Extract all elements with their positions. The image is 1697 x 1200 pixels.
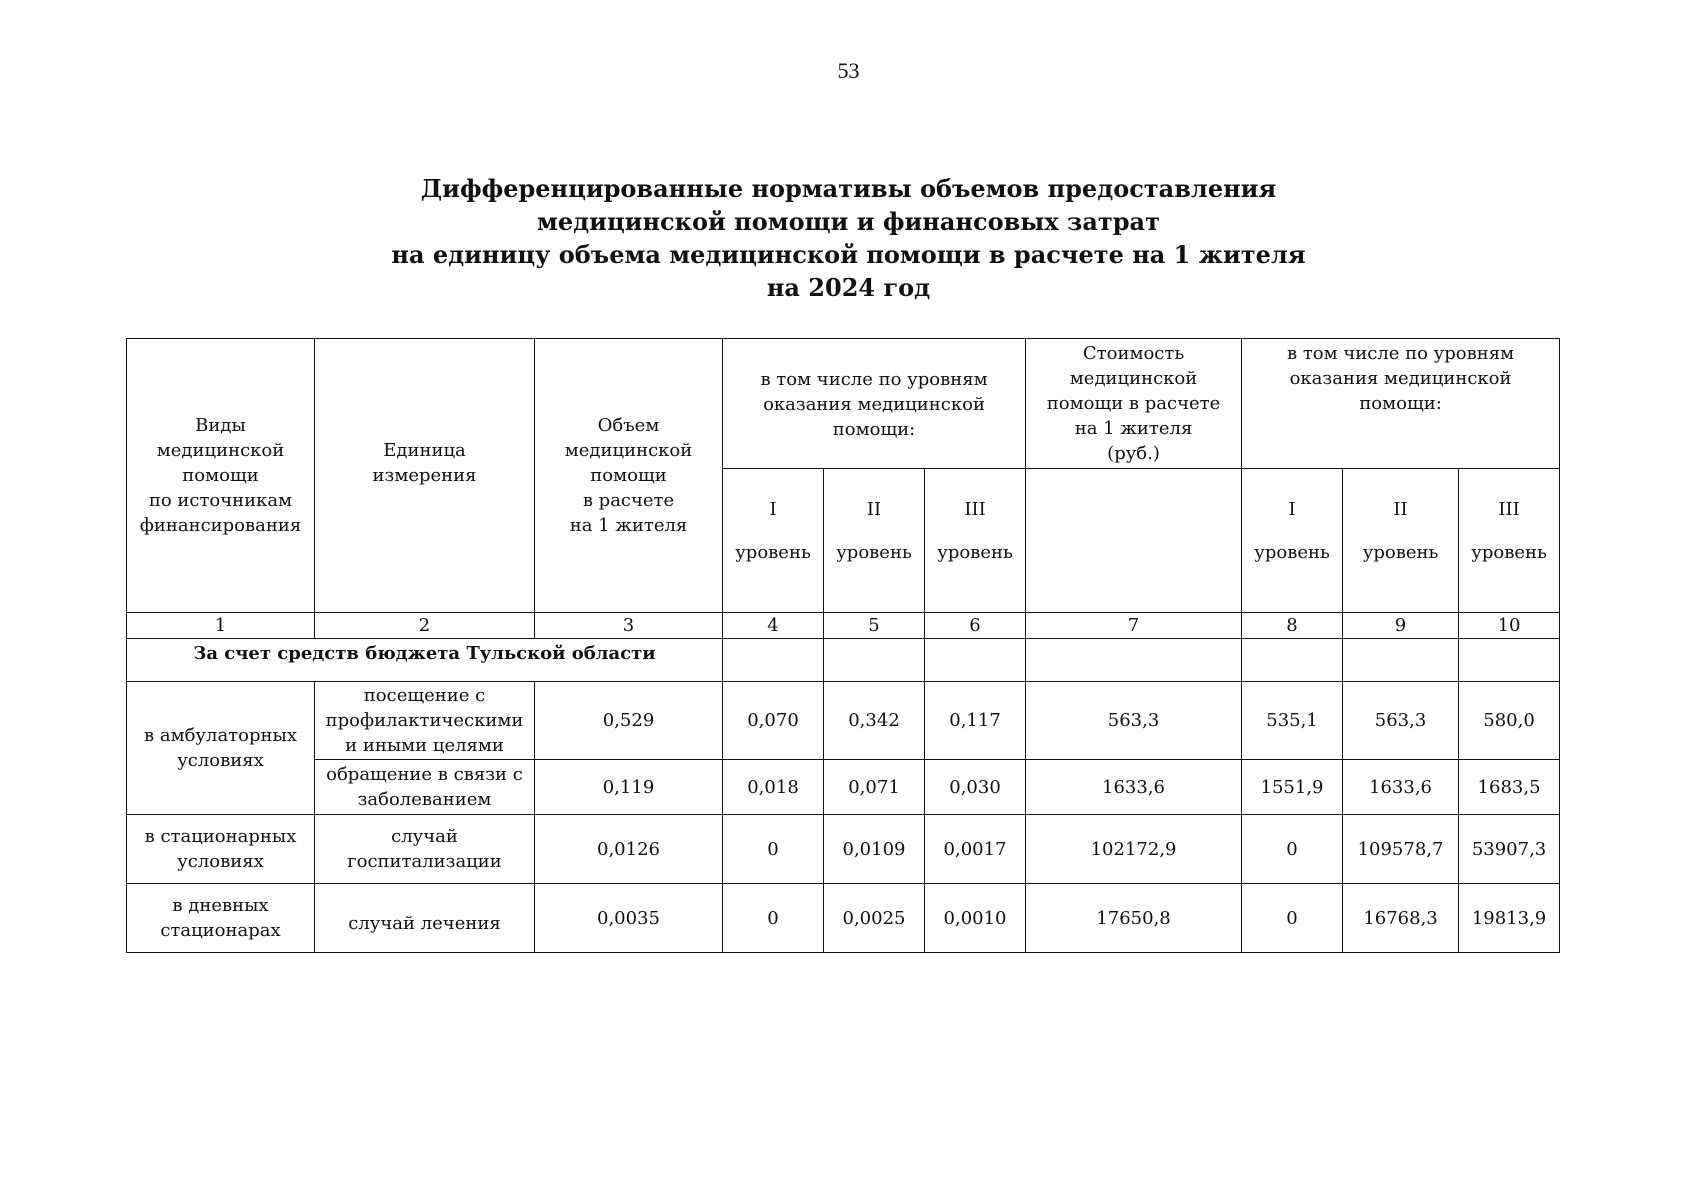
- value-cell: 0,070: [723, 682, 824, 760]
- value-cell: 0: [723, 815, 824, 884]
- value-cell: 0,342: [824, 682, 925, 760]
- value-cell: 0,529: [535, 682, 723, 760]
- value-cell: 16768,3: [1343, 884, 1459, 953]
- column-number: 7: [1026, 613, 1242, 639]
- section-title: За счет средств бюджета Тульской области: [127, 639, 723, 682]
- value-cell: 0,0126: [535, 815, 723, 884]
- norms-table: [126, 338, 1560, 953]
- value-cell: 0: [1242, 884, 1343, 953]
- care-type-cell: в стационарных условиях: [127, 815, 315, 884]
- column-number: 1: [127, 613, 315, 639]
- table-row: [127, 815, 1560, 884]
- header-volume-levels-group: в том числе по уровням оказания медицинской помощи:: [723, 339, 1026, 469]
- value-cell: 0,071: [824, 760, 925, 815]
- value-cell: 0: [1242, 815, 1343, 884]
- title-line: медицинской помощи и финансовых затрат: [537, 207, 1160, 236]
- value-cell: 1683,5: [1459, 760, 1560, 815]
- header-level-2: II уровень: [824, 469, 925, 613]
- value-cell: 53907,3: [1459, 815, 1560, 884]
- unit-cell: обращение в связи с заболеванием: [315, 760, 535, 815]
- value-cell: 102172,9: [1026, 815, 1242, 884]
- header-cost-level-3: III уровень: [1459, 469, 1560, 613]
- header-cost: Стоимость медицинской помощи в расчете на 1 жителя (руб.): [1026, 339, 1242, 469]
- header-care-types: Виды медицинской помощи по источникам финансирования: [127, 339, 315, 613]
- value-cell: 17650,8: [1026, 884, 1242, 953]
- value-cell: 0,0109: [824, 815, 925, 884]
- table-row: [127, 682, 1560, 760]
- column-number: 6: [925, 613, 1026, 639]
- value-cell: 109578,7: [1343, 815, 1459, 884]
- header-volume: Объем медицинской помощи в расчете на 1 жителя: [535, 339, 723, 613]
- table-row: [127, 884, 1560, 953]
- unit-cell: случай госпитализации: [315, 815, 535, 884]
- column-number: 10: [1459, 613, 1560, 639]
- header-cost-level-1: I уровень: [1242, 469, 1343, 613]
- column-numbers-row: [127, 613, 1560, 639]
- value-cell: 0,0017: [925, 815, 1026, 884]
- value-cell: 1633,6: [1026, 760, 1242, 815]
- section-row: [127, 639, 1560, 682]
- value-cell: 0,0025: [824, 884, 925, 953]
- title-line: на единицу объема медицинской помощи в расчете на 1 жителя: [391, 240, 1306, 269]
- value-cell: 0,117: [925, 682, 1026, 760]
- page-number: 53: [837, 58, 860, 83]
- value-cell: 1633,6: [1343, 760, 1459, 815]
- header-cost-level-2: II уровень: [1343, 469, 1459, 613]
- header-level-3: III уровень: [925, 469, 1026, 613]
- header-cost-empty: [1026, 469, 1242, 613]
- header-level-1: I уровень: [723, 469, 824, 613]
- value-cell: 1551,9: [1242, 760, 1343, 815]
- value-cell: 0,018: [723, 760, 824, 815]
- document-title: [0, 172, 1697, 304]
- header-cost-levels-group: в том числе по уровням оказания медицинской помощи:: [1242, 339, 1560, 469]
- table-row: [127, 760, 1560, 815]
- column-number: 2: [315, 613, 535, 639]
- column-number: 8: [1242, 613, 1343, 639]
- value-cell: 535,1: [1242, 682, 1343, 760]
- column-number: 9: [1343, 613, 1459, 639]
- value-cell: 0,0010: [925, 884, 1026, 953]
- column-number: 5: [824, 613, 925, 639]
- value-cell: 0,0035: [535, 884, 723, 953]
- value-cell: 0,119: [535, 760, 723, 815]
- column-number: 4: [723, 613, 824, 639]
- value-cell: 563,3: [1343, 682, 1459, 760]
- column-number: 3: [535, 613, 723, 639]
- title-line: Дифференцированные нормативы объемов предоставления: [420, 174, 1277, 203]
- header-unit: Единица измерения: [315, 339, 535, 613]
- unit-cell: посещение с профилактическими и иными целями: [315, 682, 535, 760]
- value-cell: 563,3: [1026, 682, 1242, 760]
- title-line: на 2024 год: [766, 273, 931, 302]
- value-cell: 0: [723, 884, 824, 953]
- care-type-cell: в амбулаторных условиях: [127, 682, 315, 815]
- value-cell: 19813,9: [1459, 884, 1560, 953]
- value-cell: 0,030: [925, 760, 1026, 815]
- unit-cell: случай лечения: [315, 884, 535, 953]
- care-type-cell: в дневных стационарах: [127, 884, 315, 953]
- value-cell: 580,0: [1459, 682, 1560, 760]
